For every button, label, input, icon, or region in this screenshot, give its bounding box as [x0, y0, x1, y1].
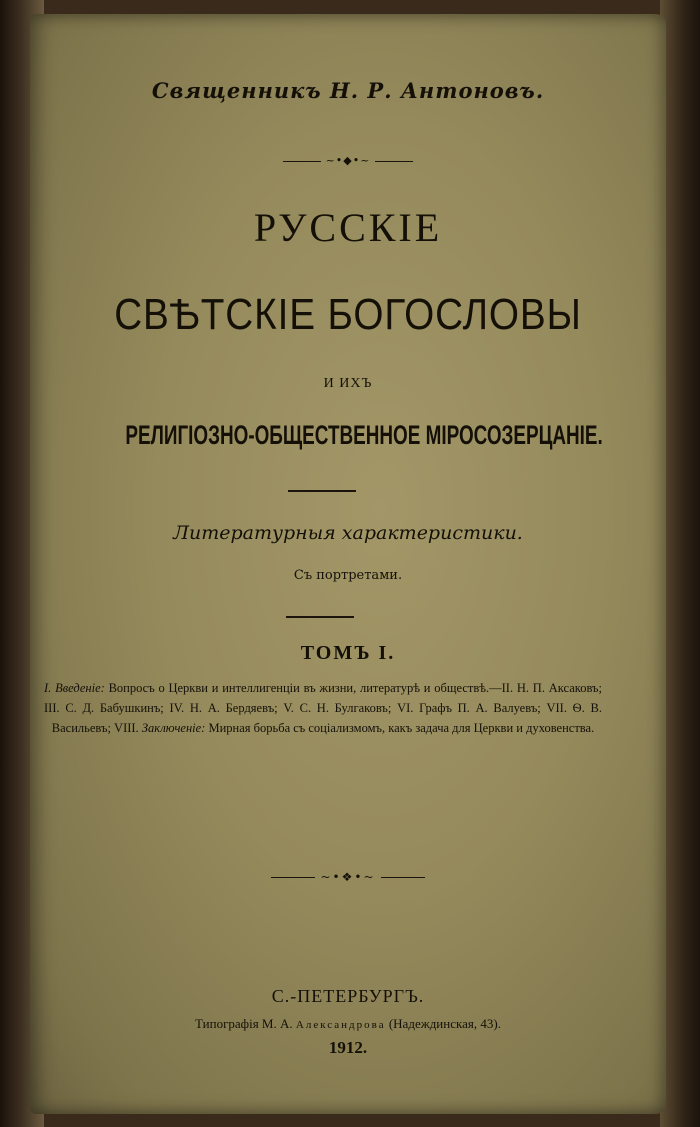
- ornament-line-right: [375, 161, 413, 162]
- printer-address: (Надеждинская, 43).: [388, 1016, 501, 1031]
- contents-text-1: Вопросъ о Церкви и интеллигенціи въ жизни, литературѣ и обществѣ.—II. Н. П. Аксаковъ; III. С. Д. Бабушкинъ; IV. Н. А. Бердяевъ; V. С. Н. Булгаковъ; VI. Графъ П. А. Валуевъ; VII. Ѳ. В. Васильевъ; VIII.: [44, 681, 602, 735]
- title-page: [30, 14, 666, 1114]
- ornament-divider-bottom: [30, 870, 666, 884]
- divider-rule-1: [288, 490, 356, 492]
- contents-paragraph: [44, 678, 602, 738]
- subtitle: Литературныя характеристики.: [173, 522, 523, 544]
- title-line-1: РУССКІЕ: [253, 205, 443, 250]
- contents-text-2: Мирная борьба съ соціализмомъ, какъ задача для Церкви и духовенства.: [208, 721, 595, 735]
- ornament-line-right: [381, 877, 425, 878]
- ornament-line-left: [271, 877, 315, 878]
- title-conjunction: И ИХЪ: [323, 376, 373, 391]
- printer-line: [30, 1016, 666, 1032]
- ornament-glyph: ~•◆•~: [325, 154, 371, 167]
- publication-city: С.-ПЕТЕРБУРГЪ.: [271, 986, 425, 1006]
- title-line-2: СВѢТСКІЕ БОГОСЛОВЫ: [114, 290, 582, 339]
- author-line: Священникъ Н. Р. Антоновъ.: [151, 78, 545, 103]
- intro-label: I. Введеніе:: [44, 681, 105, 695]
- ornament-glyph: ~•❖•~: [320, 870, 376, 884]
- title-line-3: РЕЛИГІОЗНО-ОБЩЕСТВЕННОЕ МІРОСОЗЕРЦАНІЕ.: [125, 420, 603, 450]
- printer-name: Александрова: [295, 1019, 386, 1031]
- printer-prefix: Типографія М. А.: [195, 1016, 293, 1031]
- conclusion-label: Заключеніе:: [141, 721, 206, 735]
- page-edge: [660, 0, 700, 1127]
- publication-year: 1912.: [328, 1038, 368, 1057]
- ornament-line-left: [283, 161, 321, 162]
- ornament-divider-top: [30, 154, 666, 167]
- divider-rule-2: [286, 616, 354, 618]
- portraits-note: Съ портретами.: [293, 568, 403, 583]
- volume-heading: ТОМЪ I.: [300, 642, 396, 664]
